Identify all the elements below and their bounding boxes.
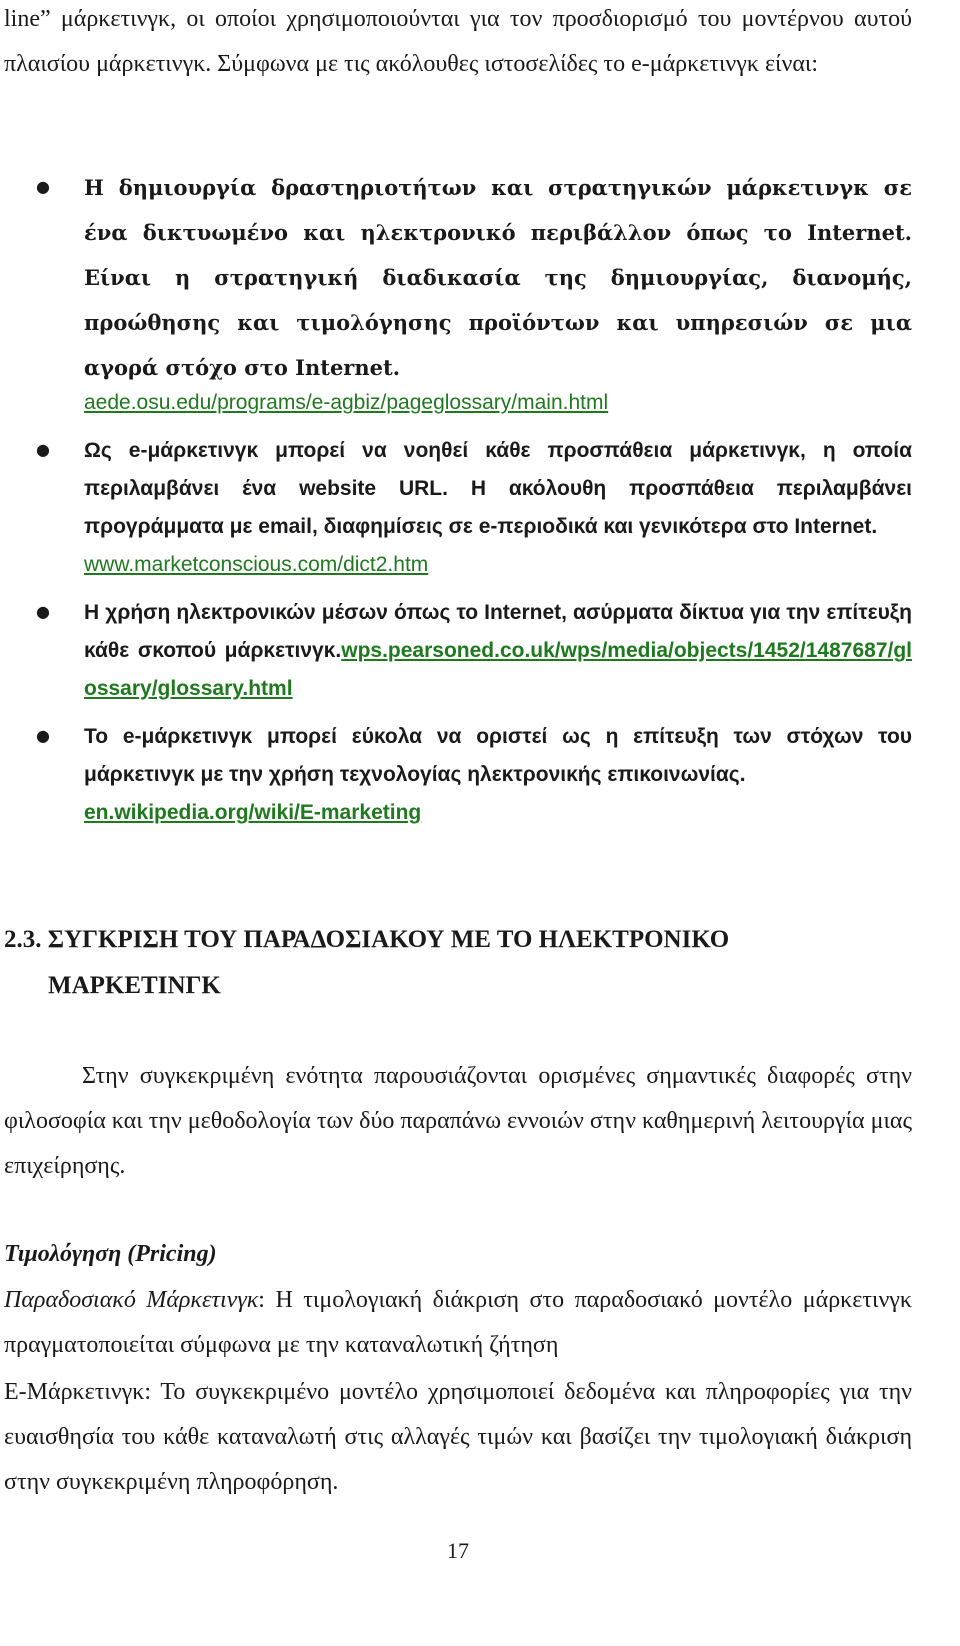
traditional-label: Παραδοσιακό Μάρκετινγκ bbox=[4, 1287, 259, 1313]
definitions-list bbox=[0, 165, 960, 842]
section-intro-paragraph: Στην συγκεκριμένη ενότητα παρουσιάζονται ορισμένες σημαντικές διαφορές στην φιλοσοφία και την μεθοδολογία των δύο παραπάνω εννοιών στην καθημερινή λειτουργία μιας επιχείρησης. bbox=[4, 1063, 912, 1179]
e-marketing-pricing-paragraph: Ε-Μάρκετινγκ: Το συγκεκριμένο μοντέλο χρησιμοποιεί δεδομένα και πληροφορίες για την ευαισθησία του κάθε καταναλωτή στις αλλαγές τιμών και βασίζει την τιμολογιακή διάκριση στην συγκεκριμένη πληροφόρηση. bbox=[4, 1379, 912, 1495]
page-number: 17 bbox=[447, 1538, 469, 1563]
bullet-icon: ● bbox=[36, 440, 50, 459]
list-item bbox=[0, 432, 912, 584]
list-item bbox=[0, 165, 912, 422]
definition-text: Η δημιουργία δραστηριοτήτων και στρατηγικών μάρκετινγκ σε ένα δικτυωμένο και ηλεκτρονικό περιβάλλον όπως το Internet. Είναι η στρατηγική διαδικασία της δημιουργίας, διανομής, προώθησης και τιμολόγησης προϊόντων και υπηρεσιών σε μια αγορά στόχο στο Internet. bbox=[84, 175, 912, 380]
definition-text: Η χρήση ηλεκτρονικών μέσων όπως το Internet, ασύρματα δίκτυα για την επίτευξη κάθε σκοπού μάρκετινγκ. bbox=[84, 601, 912, 662]
section-number: 2.3. bbox=[4, 926, 42, 953]
definition-link[interactable]: en.wikipedia.org/wiki/E-marketing bbox=[84, 801, 422, 824]
definition-text: Το e-μάρκετινγκ μπορεί εύκολα να οριστεί ως η επίτευξη των στόχων του μάρκετινγκ με την χρήση τεχνολογίας ηλεκτρονικής επικοινωνίας. bbox=[84, 725, 912, 786]
pricing-title: Τιμολόγηση (Pricing) bbox=[4, 1241, 217, 1267]
bullet-icon: ● bbox=[36, 726, 50, 745]
bullet-icon: ● bbox=[36, 177, 50, 196]
intro-paragraph: line” μάρκετινγκ, οι οποίοι χρησιμοποιούνται για τον προσδιορισμό του μοντέρνου αυτού πλαισίου μάρκετινγκ. Σύμφωνα με τις ακόλουθες ιστοσελίδες το e-μάρκετινγκ είναι: bbox=[4, 6, 912, 77]
section-title-line2: ΜΑΡΚΕΤΙΝΓΚ bbox=[48, 972, 221, 999]
traditional-pricing-paragraph bbox=[4, 1278, 912, 1368]
definition-text: Ως e-μάρκετινγκ μπορεί να νοηθεί κάθε προσπάθεια μάρκετινγκ, η οποία περιλαμβάνει ένα website URL. Η ακόλουθη προσπάθεια περιλαμβάνει προγράμματα με email, διαφημίσεις σε e-περιοδικά και γενικότερα στο Internet. bbox=[84, 439, 912, 538]
bullet-icon: ● bbox=[36, 602, 50, 621]
list-item bbox=[0, 594, 912, 708]
list-item bbox=[0, 718, 912, 832]
definition-link[interactable]: wps.pearsoned.co.uk/wps/media/objects/1452/1487687/glossary/glossary.html bbox=[84, 639, 912, 700]
section-heading bbox=[4, 917, 924, 1009]
section-title-line1: ΣΥΓΚΡΙΣΗ ΤΟΥ ΠΑΡΑΔΟΣΙΑΚΟΥ ΜΕ ΤΟ ΗΛΕΚΤΡΟΝΙΚΟ bbox=[47, 926, 730, 953]
definition-link[interactable]: aede.osu.edu/programs/e-agbiz/pageglossary/main.html bbox=[84, 391, 609, 414]
traditional-text: : Η τιμολογιακή διάκριση στο παραδοσιακό μοντέλο μάρκετινγκ πραγματοποιείται σύμφωνα με την καταναλωτική ζήτηση bbox=[4, 1287, 912, 1358]
definition-link[interactable]: www.marketconscious.com/dict2.htm bbox=[84, 553, 429, 576]
